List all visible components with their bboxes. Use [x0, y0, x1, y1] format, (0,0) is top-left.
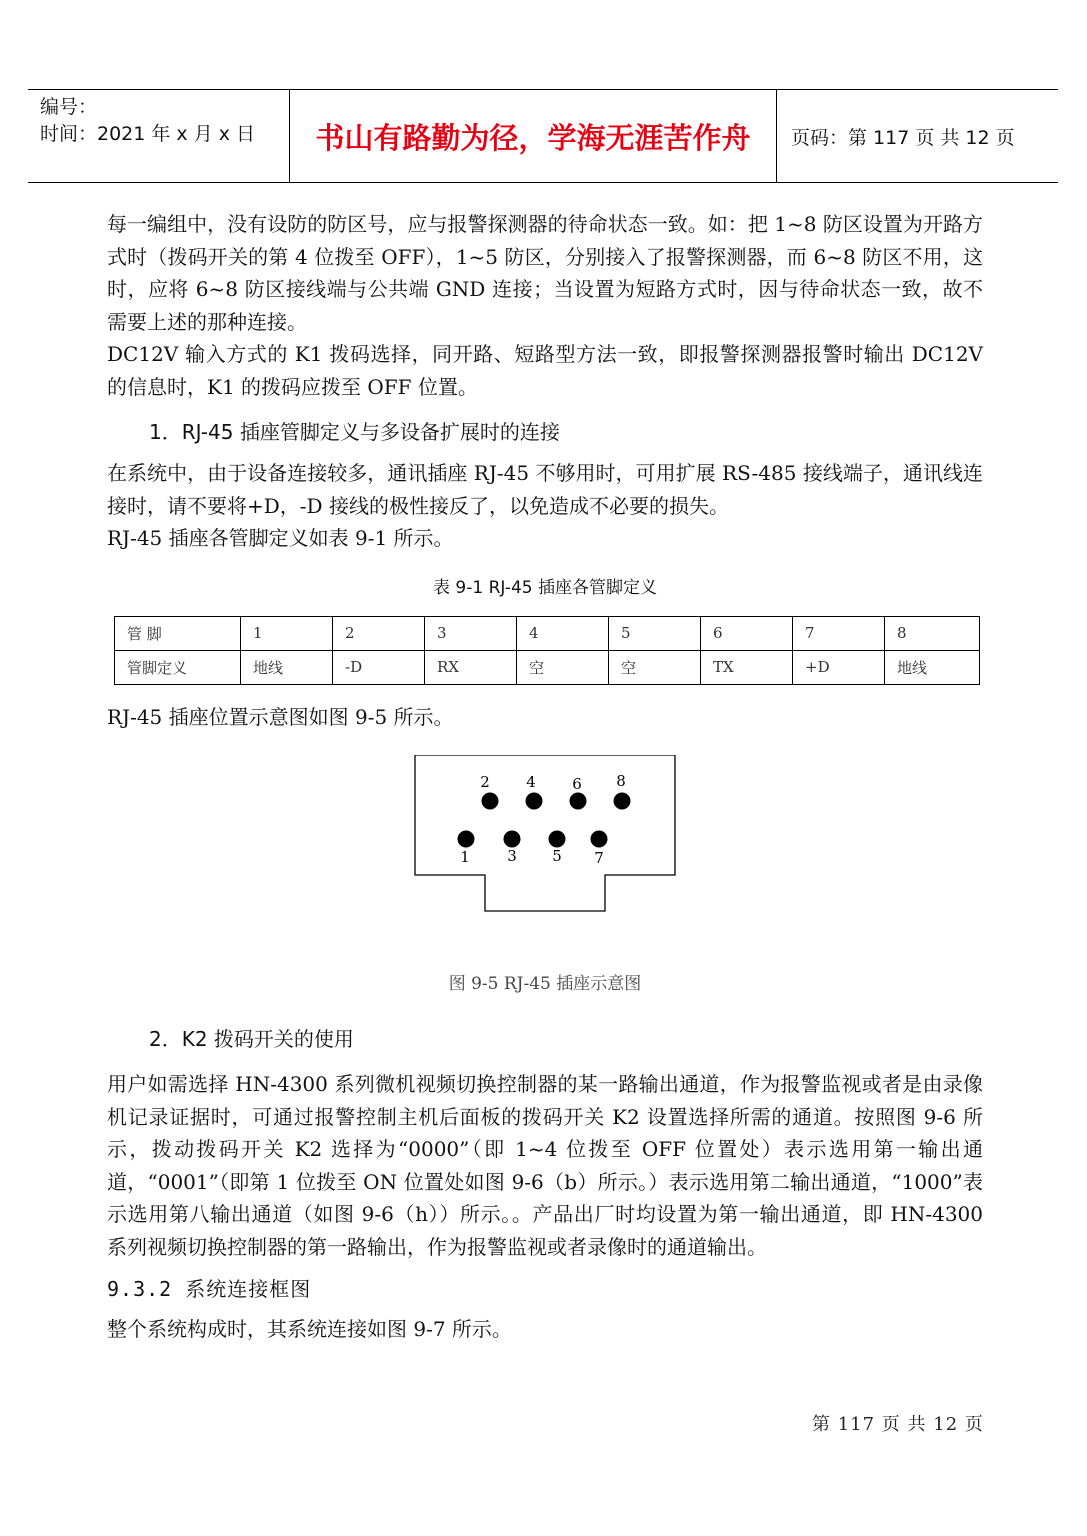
paragraph: RJ-45 插座各管脚定义如表 9-1 所示。 [107, 526, 454, 550]
pin-dot [526, 793, 543, 810]
header-slogan: 书山有路勤为径，学海无涯苦作舟 [290, 90, 777, 182]
rj45-connector-diagram [107, 755, 983, 935]
table-cell: 8 [885, 616, 980, 650]
table-cell: 1 [241, 616, 333, 650]
paragraph: 整个系统构成时，其系统连接如图 9-7 所示。 [107, 1317, 512, 1341]
paragraph: 用户如需选择 HN-4300 系列微机视频切换控制器的某一路输出通道，作为报警监视或者是由录像机记录证据时，可通过报警控制主机后面板的拨码开关 K2 设置选择所需的通道。按照图 9-6 所示，拨动拨码开关 K2 选择为“0000”（即 1~4 位拨至 OFF 位置处）表示选用第一输出通道，“0001”（即第 1 位拨至 ON 位置处如图 9-6（b）所示。）表示选用第二输出通道，“1000”表示选用第八输出通道（如图 9-6（h））所示。。产品出厂时均设置为第一输出通道，即 HN-4300 系列视频切换控制器的第一路输出，作为报警监视或者录像时的通道输出。 [107, 1072, 983, 1259]
table-cell: 空 [609, 650, 701, 684]
pin-dot [570, 793, 587, 810]
pin-label: 4 [526, 773, 536, 791]
table-cell: 2 [333, 616, 425, 650]
pin-dot [504, 831, 521, 848]
table-cell: -D [333, 650, 425, 684]
table-caption: 表 9-1 RJ-45 插座各管脚定义 [433, 577, 657, 598]
pin-dot [591, 831, 608, 848]
table-cell: RX [425, 650, 517, 684]
table-cell: 6 [701, 616, 793, 650]
section-heading: 9.3.2 系统连接框图 [107, 1277, 312, 1301]
pin-label: 2 [480, 773, 490, 791]
table-row [115, 616, 980, 650]
pin-dot [614, 793, 631, 810]
header-meta [28, 90, 290, 182]
paragraph: DC12V 输入方式的 K1 拨码选择，同开路、短路型方法一致，即报警探测器报警时输出 DC12V 的信息时，K1 的拨码应拨至 OFF 位置。 [107, 342, 983, 399]
pin-label: 1 [460, 848, 470, 866]
pin-label: 3 [507, 847, 517, 865]
table-cell: 4 [517, 616, 609, 650]
subheading-rj45: 1．RJ-45 插座管脚定义与多设备扩展时的连接 [149, 420, 560, 444]
paragraph: 每一编组中，没有设防的防区号，应与报警探测器的待命状态一致。如：把 1~8 防区设置为开路方式时（拨码开关的第 4 位拨至 OFF），1~5 防区，分别接入了报警探测器，而 6~8 防区不用，这时，应将 6~8 防区接线端与公共端 GND 连接；当设置为短路方式时，因与待命状态一致，故不需要上述的那种连接。 [107, 212, 983, 334]
table-cell: TX [701, 650, 793, 684]
table-cell: 管 脚 [115, 616, 241, 650]
pin-label: 7 [594, 849, 604, 867]
connector-outline [415, 755, 675, 911]
page-footer: 第 117 页 共 12 页 [812, 1414, 984, 1435]
header-page-info: 页码：第 117 页 共 12 页 [791, 126, 1015, 149]
pin-dot [482, 793, 499, 810]
figure-caption: 图 9-5 RJ-45 插座示意图 [448, 974, 642, 994]
table-cell: 空 [517, 650, 609, 684]
pin-dot [458, 831, 475, 848]
table-cell: 管脚定义 [115, 650, 241, 684]
document-body [107, 208, 983, 1346]
paragraph: RJ-45 插座位置示意图如图 9-5 所示。 [107, 704, 454, 729]
table-cell: +D [793, 650, 885, 684]
table-cell: 7 [793, 616, 885, 650]
table-cell: 3 [425, 616, 517, 650]
pin-label: 8 [616, 772, 626, 790]
pin-dot [549, 831, 566, 848]
pin-label: 5 [552, 847, 562, 865]
subheading-k2: 2．K2 拨码开关的使用 [149, 1027, 354, 1051]
pin-definition-table [114, 616, 980, 685]
table-row [115, 650, 980, 684]
page-header [28, 89, 1058, 183]
header-time: 时间：2021 年 x 月 x 日 [40, 123, 256, 145]
table-cell: 地线 [885, 650, 980, 684]
paragraph: 在系统中，由于设备连接较多，通讯插座 RJ-45 不够用时，可用扩展 RS-485 接线端子，通讯线连接时，请不要将+D，-D 接线的极性接反了，以免造成不必要的损失。 [107, 461, 983, 518]
header-number: 编号： [40, 96, 98, 118]
table-cell: 5 [609, 616, 701, 650]
pin-label: 6 [572, 775, 582, 793]
table-cell: 地线 [241, 650, 333, 684]
